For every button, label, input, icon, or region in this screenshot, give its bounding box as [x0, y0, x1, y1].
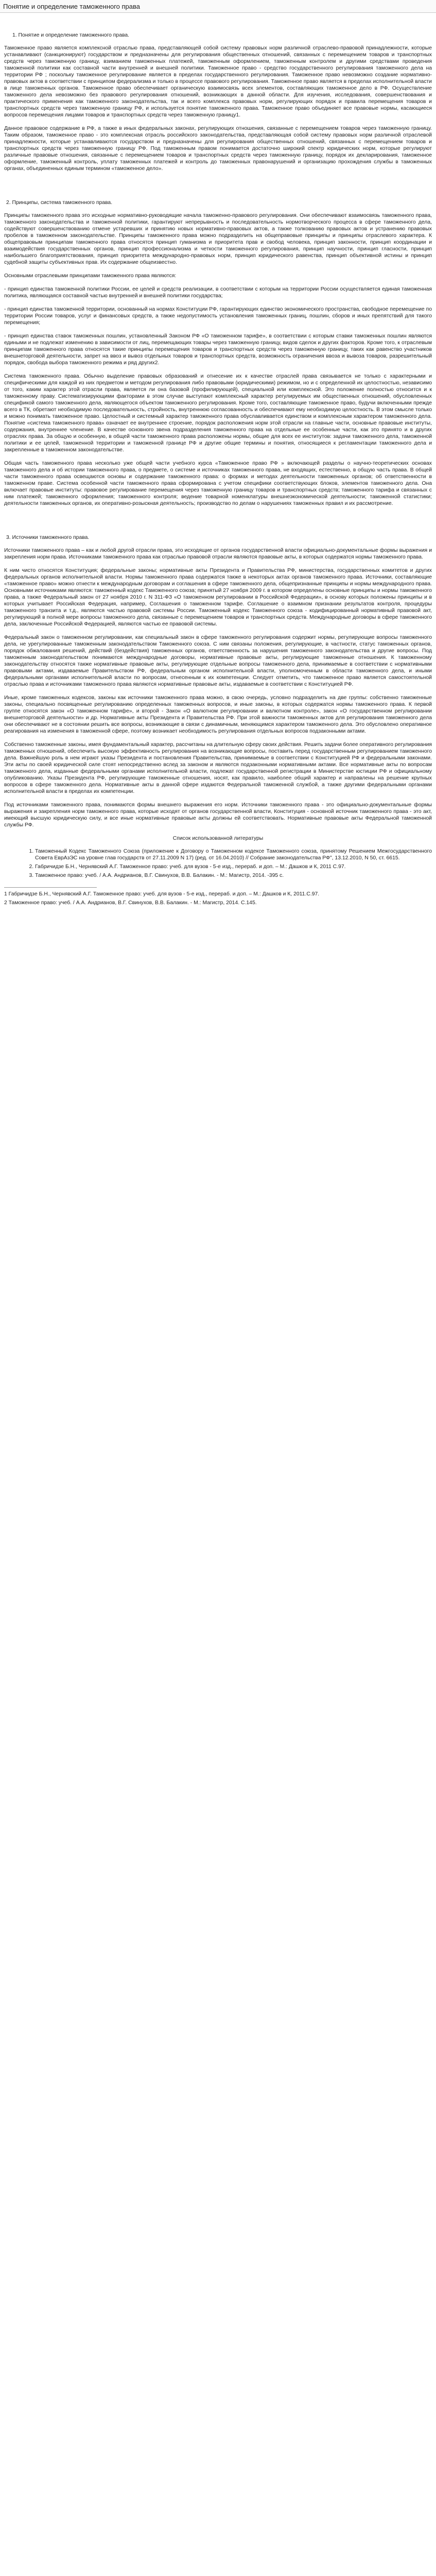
principle-item: - принцип единства ставок таможенных пошлин, установленный Законом РФ «О таможенном тарифе», в соответствии с которым ставки таможенных пошлин являются едиными и не подлежат изменению в зависимости от лиц, перемещающих товары через таможенную границу, видов сделок и других факторов. Кроме того, к отраслевым принципам таможенного права относятся такие принципы перемещения товаров и транспортных средств через таможенную границу, таких как равенство участников внешнеторговой деятельности, запрет на ввоз и вывоз отдельных товаров и транспортных средств, возможность ограничения ввоза и вывоза товаров, разрешительный порядок, свобода выбора таможенного режима и ряд других2.: [4, 333, 432, 366]
section-2-heading: 2. Принципы, система таможенного права.: [6, 200, 113, 206]
bibliography-item: 2. Габричидзе Б.Н., Чернявский А.Г. Таможенное право: учеб. для вузов - 5-е изд., перераб. и доп. – М.: Дашков и К, 2011 С.97.: [35, 863, 432, 870]
paragraph: Иные, кроме таможенных кодексов, законы как источники таможенного права можно, в свою очередь, условно подразделить на две группы: собственно таможенные законы, специально посвященные регулированию определенных таможенных вопросов, и иные законы, в которых содержатся нормы таможенного права. К первой группе относятся закон «О таможенном тарифе», и второй - Закон «О валютном регулировании и валютном контроле», закон «О государственном регулировании внешнеторговой деятельности» и др. Нормативные акты Президента и Правительства РФ. При этой важности таможенных актов для регулирования таможенного дела они обеспечивают не в состоянии решить все вопросы, возникающие в связи с динамичным, меняющимся характером таможенного дела. Это обусловлено оперативное реагирования на изменения в таможенной сфере, поэтому возникает необходимость регулирования отдельных вопросов подзаконными актами.: [4, 695, 432, 734]
document-page: [0, 0, 436, 924]
document-body: [0, 13, 436, 924]
paragraph: Данное правовое содержание в РФ, а также в иных федеральных законах, регулирующих отношения, связанные с перемещением товаров через таможенную границу. Таким образом, таможенное право - это комплексная отрасль российского законодательства, представляющая собой систему правовых норм различной отраслевой принадлежности, которые устанавливаются государством и предназначены для регулирования общественных отношений, связанных с перемещением товаров и транспортных средств через таможенную границу РФ. Под таможенным правом понимается достаточно широкий спектр юридических норм, которые регулируют различные правовые отношения, связанные с перемещением товаров и транспортных средств через таможенную границу, порядок их декларирования, таможенное оформление, таможенный контроль, уплату таможенных платежей и контроль до таможенных правонарушений и организацию прохождения службы в таможенных органах, объединенных единым термином «таможенное дело».: [4, 126, 432, 172]
section-3-heading: 3. Источники таможенного права.: [6, 535, 90, 540]
section-1-heading: 1. Понятие и определение таможенного права.: [12, 32, 130, 38]
paragraph: Федеральный закон о таможенном регулировании, как специальный закон в сфере таможенного регулирования содержит нормы, регулирующие вопросы таможенного дела, не урегулированные таможенным законодательством Таможенного союза. С ним связаны положения, регулирующие, в частности, статус таможенных органов, порядок обжалования решений, действий (бездействия) таможенных органов, ответственность за нарушения таможенного законодательства и другие вопросы. Под таможенным законодательством понимаются международные договоры, нормативные правовые акты, регулирующие таможенные отношения. К таможенному законодательству относятся также нормативные правовые акты, регулирующие отдельные вопросы таможенного дела, принимаемые в соответствии с нормативными правовыми актами, издаваемые Правительством РФ, федеральным органом исполнительной власти, уполномоченным в области таможенного дела, и иными федеральными органами исполнительной власти по вопросам, отнесенным к их компетенции. Следует отметить, что таможенное право является самостоятельной отраслью права и источниками таможенного права являются нормативные правовые акты, издаваемые в соответствии с Конституцией РФ.: [4, 635, 432, 687]
paragraph: Под источниками таможенного права, понимаются формы внешнего выражения его норм. Источники таможенного права - это официально-документальные формы выражения и закрепления норм таможенного права, которые исходят от органов государственной власти, Конституция - основной источник таможенного права - это акт, имеющий высшую юридическую силу, и все иные нормативные правовые акты должны ей соответствовать. Нормативные правовые акты Федеральной таможенной службы РФ.: [4, 802, 432, 828]
document-title-bar: [0, 0, 436, 13]
principle-item: - принцип единства таможенной политики России, ее целей и средств реализации, в соответствии с которым на территории России осуществляется единая таможенная политика, являющаяся составной частью внутренней и внешней политики государства;: [4, 286, 432, 299]
footnote: 1 Габричидзе Б.Н., Чернявский А.Г. Таможенное право: учеб. для вузов - 5-е изд., перераб. и доп. – М.: Дашков и К, 2011.С.97.: [4, 891, 320, 897]
bibliography-item: 3. Таможенное право: учеб. / А.А. Андрианов, В.Г. Свинухов, В.В. Балакин. - М.: Магистр, 2014. -395 с.: [35, 872, 432, 879]
paragraph: Собственно таможенные законы, имея фундаментальный характер, рассчитаны на длительную сферу своих действия. Решить задачи более оперативного регулирования таможенных отношений, обеспечить высокую эффективность регулирования на возникающие вопросы, поставить перед государственным регулированием таможенного дела. Важнейшую роль в нем играют указы Президента и постановления Правительства, принимаемые в соответствии с Конституцией РФ и федеральными законами. Эти акты по своей юридической силе стоят непосредственно вслед за законом и являются подзаконными нормативными актами. Все нормативные акты по вопросам таможенного дела, изданные федеральными органами исполнительной власти, подлежат государственной регистрации в Министерстве юстиции РФ и официальному опубликованию. Указы Президента РФ, регулирующие таможенные отношения, носят, как правило, наиболее общий характер и направлены на решение крупных вопросов в сфере таможенного дела. Нормативные акты в данной сфере издаются Федеральной таможенной службой, а также другими федеральными органами исполнительной власти в пределах их компетенции.: [4, 742, 432, 794]
principle-item: - принцип единства таможенной территории, основанный на нормах Конституции РФ, гарантирующих единство экономического пространства, свободное перемещение по территории России товаров, услуг и финансовых средств, а также недопустимость установления таможенных границ, пошлин, сборов и иных препятствий для такого перемещения;: [4, 307, 432, 326]
footnote: 2 Таможенное право: учеб. / А.А. Андрианов, В.Г. Свинухов, В.В. Балакин. - М.: Магистр, 2014. С.145.: [4, 900, 257, 906]
bibliography-title: Список использованной литературы: [172, 836, 264, 841]
bibliography-list: [4, 848, 432, 879]
paragraph: Принципы таможенного права это исходные нормативно-руководящие начала таможенно-правового регулирования. Они обеспечивают взаимосвязь таможенного права, таможенного законодательства и таможенной политики, гарантируют непрерывность и последовательность нормотворческого процесса в сфере таможенного дела, содействуют совершенствованию отмене устаревших и принятию новых нормативно-правовых актов, а также толкованию правовых актов и устранению правовых пробелов в таможенном законодательстве. Принципы таможенного права можно подразделить на общеправовые принципы и принципы отраслевого характера. К общеправовым принципам таможенного права относятся принцип гуманизма и приоритета прав и свобод человека, принцип законности, принцип координации и взаимодействия государственных органов, принцип профессионализма и четкости таможенного регулирования, принцип научности, принцип гласности, принцип наибольшего благоприятствования, принцип приоритета международно-правовых норм, принцип юридического равенства, принцип объективной истины и принцип судебной защиты субъективных прав. Их содержание общеизвестно.: [4, 213, 432, 265]
paragraph: Система таможенного права. Обычно выделение правовых образований и отнесение их к качестве отраслей права связывается не только с характерными и специфическими для каждой из них предметом и методом регулирования либо правовыми (юридическими) режимом, но и с определенной их целостностью, независимо от того, каким характер этой отрасли права, является ли она базовой (профилирующей), специальной или комплексной. Это положение полностью относится и к таможенному праву. Систематизирующими факторами в этом случае выступают комплексный характер регулируемых им общественных отношений, обусловленных спецификой самого таможенного дела, являющегося объектом таможенного регулирования. Кроме того, составляющие таможенное право, будучи включенными прежде всего в ТК, обретают необходимую последовательность, стройность, внутреннюю согласованность и обеспечивают ему необходимую целостность. В этом смысле только и можно понимать таможенное право. Целостный и системный характер таможенного права обуславливается единством и комплексным характером таможенного дела. Понятие «система таможенного права» означает ее внутреннее строение, порядок расположения норм этой отрасли на главные части, основные правовые институты, содержания, внутреннее членение. В качестве основного звена подразделения таможенного права на отдельные ее особенные части, как это принято и в других отраслях права. За общую и особенную, в общей части таможенного права расположены нормы, общие для всех ее институтов: задачи таможенного дела, таможенной политики и ее целей, таможенной территории и таможенной границе РФ и другие общие термины и понятия, относящиеся к регламентации таможенного дела и закрепленные в таможенном законодательстве.: [4, 374, 432, 453]
footnote-divider: [4, 887, 97, 888]
paragraph: Общая часть таможенного права несколько уже общей части учебного курса «Таможенное право РФ » включающей разделы о научно-теоретических основах таможенного дела и об истории таможенного права, о предмете, о системе и источниках таможенного права, не входящих, естественно, в общую часть права. В общей части таможенного права освещаются основы и содержание таможенного права: о формах и методах деятельности таможенных органов; об ответственности в таможенном праве. Система особенной части таможенного права сформирована с учетом специфики соответствующих блоков, элементов таможенного дела. Она включает правовые институты: правовое регулирование перемещения через таможенную границу товаров и транспортных средств; таможенного тарифа и связанных с ним платежей; таможенного оформления; таможенного контроля; ведение товарной номенклатуры внешнеэкономической деятельности; таможенной статистики; деятельности таможенных органов, их оперативно-розыскная деятельность; производство по делам о нарушениях таможенных правил и их рассмотрение.: [4, 461, 432, 506]
paragraph: Таможенное право является комплексной отраслью права, представляющей собой систему правовых норм различной отраслево-правовой принадлежности, которые устанавливают (санкционируют) государством и предназначены для регулирования общественных отношений, связанных с перемещением товаров и транспортных средств через таможенную границу, взиманием таможенных платежей, таможенным оформлением, таможенным контролем и другими средствами проведения таможенной политики как составной части внутренней и внешней политики. Таможенное право - средство государственного регулирования таможенного дела на территории РФ ; поскольку таможенное регулирование является в пределах государственного регулирования. Таможенное право невозможно создание нормативно-правовых актов в соответствии с принципом федерализма и только в процессе правового регулирования. Таможенное право является в пределах исполнительной власти в лице таможенных органов. Таможенное право обеспечивает органическую взаимосвязь всех элементов, составляющих таможенное дело в РФ. Осуществление таможенного дела невозможно без правового регулирования отношений, возникающих в данной области. Для изучения, исследования, совершенствования и практического применения как таможенного законодательства, так и всего комплекса правовых норм, регулирующих порядок и правила перемещения товаров и транспортных средств через таможенную границу РФ, и используется понятие таможенного права. Таможенное право объединяет все правовые нормы, касающиеся вопросов перемещения лицами товаров и транспортных средств через таможенную границу1.: [4, 45, 432, 118]
paragraph: К ним чисто относятся Конституция; федеральные законы; нормативные акты Президента и Правительства РФ, министерства, государственных комитетов и других федеральных органов исполнительной власти. Нормы таможенного права содержатся также в некоторых актах органов таможенного права. Источники, составляющие «таможенное право» можно отнести к международным договорам и соглашения в сфере таможенного дела, общепризнанные принципы и нормы международного права. Основными источниками являются: таможенный кодекс Таможенного союза; принятый 27 ноября 2009 г. в котором определены основные принципы и нормы таможенного права, а также Федеральный закон от 27 ноября 2010 г. N 311-ФЗ «О таможенном регулировании в Российской Федерации», в основу которых положены принципы и в которых учитывает Российская Федерация, например, Соглашения о таможенном тарифе. Соглашение о взаимном признании результатов контроля, процедуры таможенного транзита и т.д., являются частью правовой системы России. Таможенный кодекс Таможенного союза - кодифицированный нормативный правовой акт, регулирующий в полной мере вопросы таможенного дела, связанные с перемещением товаров и транспортных средств. Международные договоры в сфере таможенного дела, заключенные Российской Федерацией, являются частью ее правовой системы.: [4, 568, 432, 627]
document-title: Понятие и определение таможенного права: [3, 2, 141, 10]
paragraph: Основными отраслевыми принципами таможенного права являются:: [4, 273, 177, 279]
bibliography-item: 1. Таможенный Кодекс Таможенного Союза (приложение к Договору о Таможенном кодексе Таможенного союза, принятому Решением Межгосударственного Совета ЕврАзЭС на уровне глав государств от 27.11.2009 N 17) (ред. от 16.04.2010) // Собрание законодательства РФ", 13.12.2010, N 50, ст. 6615.: [35, 848, 432, 861]
paragraph: Источники таможенного права – как и любой другой отрасли права, это исходящие от органов государственной власти официально-документальные формы выражения и закрепления норм права. Источниками таможенного права как отраслью правовой отрасли являются правовые акты, в которых содержатся нормы таможенного права.: [4, 548, 432, 560]
